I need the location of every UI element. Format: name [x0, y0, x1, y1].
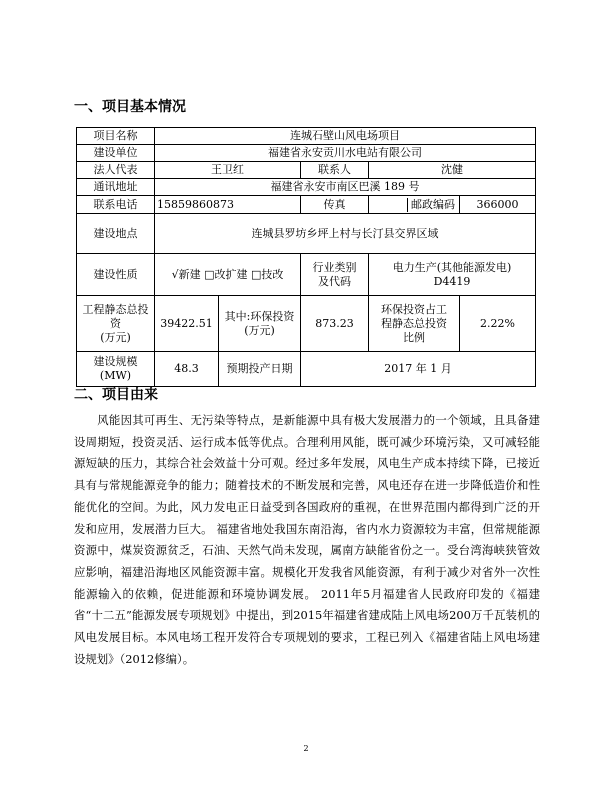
page-number: 2	[303, 744, 309, 753]
industry-value	[369, 254, 536, 296]
project-name-value: 连城石壁山风电场项目	[155, 128, 536, 145]
nature-expand-check: □改扩建	[204, 267, 248, 281]
industry-label-line: 及代码	[318, 274, 351, 288]
invest-label	[77, 296, 155, 352]
origin-paragraph	[74, 410, 540, 670]
section-title-basic-info: 一、项目基本情况	[74, 99, 186, 115]
location-value: 连城县罗坊乡坪上村与长汀县交界区域	[155, 214, 536, 254]
origin-paragraph-text: 风能因其可再生、无污染等特点，是新能源中具有极大发展潜力的一个领域，且具备建设周期短，投资灵活、运行成本低等优点。合理利用风能，既可减少环境污染，又可减轻能源短缺的压力，其综合社会效益十分可观。经过多年发展，风电生产成本持续下降，已接近具有与常规能源竞争的能力；随着技术的不断发展和完善，风电还存在进一步降低造价和性能优化的空间。为此，风力发电正日益受到各国政府的重视，在世界范围内都得到广泛的开发和应用，发展潜力巨大。 福建省地处我国东南沿海，省内水力资源较为丰富，但常规能源资源中，煤炭资源贫乏，石油、天然气尚未发现，属南方缺能省份之一。受台湾海峡狭管效应影响，福建沿海地区风能资源丰富。规模化开发我省风能资源，有利于减少对省外一次性能源输入的依赖，促进能源和环境协调发展。 2011年5月福建省人民政府印发的《福建省“十二五”能源发展专项规划》中提出，到2015年福建省建成陆上风电场200万千瓦装机的风电发展目标。本风电场工程开发符合专项规划的要求，工程已列入《福建省陆上风电场建设规划》（2012修编）。	[74, 413, 540, 666]
contact-value: 沈健	[369, 162, 536, 179]
env-invest-label-line: 其中:环保投资	[224, 309, 295, 323]
scale-value: 48.3	[155, 352, 219, 387]
operation-date-value: 2017 年 1 月	[301, 352, 536, 387]
env-ratio-value: 2.22%	[460, 296, 536, 352]
env-invest-value: 873.23	[301, 296, 369, 352]
table-row	[77, 254, 536, 296]
table-row	[77, 196, 536, 214]
table-label: 法人代表	[77, 162, 155, 179]
table-label: 项目名称	[77, 128, 155, 145]
industry-value-line: 电力生产(其他能源发电)	[392, 260, 512, 274]
table-row	[77, 128, 536, 145]
env-ratio-label	[369, 296, 460, 352]
table-row	[77, 352, 536, 387]
env-ratio-label-line: 环保投资占工	[381, 302, 447, 316]
industry-value-line: D4419	[433, 274, 471, 288]
table-label: 通讯地址	[77, 179, 155, 196]
env-invest-label	[219, 296, 301, 352]
scale-label-line: 建设规模	[93, 355, 138, 368]
table-label: 建设单位	[77, 145, 155, 162]
phone-value: 15859860873	[155, 196, 301, 214]
invest-value: 39422.51	[155, 296, 219, 352]
fax-value	[369, 198, 407, 212]
section-title-origin: 二、项目由来	[74, 387, 158, 403]
table-label: 联系电话	[77, 196, 155, 214]
industry-label-line: 行业类别	[312, 260, 357, 274]
postcode-label: 邮政编码	[407, 198, 459, 212]
env-invest-label-line: (万元)	[244, 323, 275, 337]
table-row	[77, 296, 536, 352]
table-label: 建设地点	[77, 214, 155, 254]
table-row	[77, 145, 536, 162]
project-info-table	[76, 127, 536, 387]
table-label: 建设性质	[77, 254, 155, 296]
env-ratio-label-line: 比例	[403, 330, 425, 344]
table-label: 传真	[301, 196, 369, 214]
operation-date-label: 预期投产日期	[219, 352, 301, 387]
unit-value: 福建省永安贡川水电站有限公司	[155, 145, 536, 162]
industry-label	[301, 254, 369, 296]
address-value: 福建省永安市南区巴溪 189 号	[155, 179, 536, 196]
table-row	[77, 179, 536, 196]
invest-label-line: 资	[110, 316, 121, 330]
table-row	[77, 162, 536, 179]
scale-label-line: (MW)	[99, 369, 132, 382]
fax-postcode-cell	[369, 196, 460, 214]
nature-value	[155, 254, 301, 296]
postcode-value: 366000	[460, 196, 536, 214]
table-row	[77, 214, 536, 254]
env-ratio-label-line: 程静态总投资	[381, 316, 447, 330]
invest-label-line: (万元)	[100, 330, 131, 344]
invest-label-line: 工程静态总投	[82, 302, 149, 316]
scale-label	[77, 352, 155, 387]
legal-rep-value: 王卫红	[155, 162, 301, 179]
nature-new-check: √新建	[171, 267, 201, 281]
table-label: 联系人	[301, 162, 369, 179]
nature-tech-check: □技改	[251, 267, 284, 281]
